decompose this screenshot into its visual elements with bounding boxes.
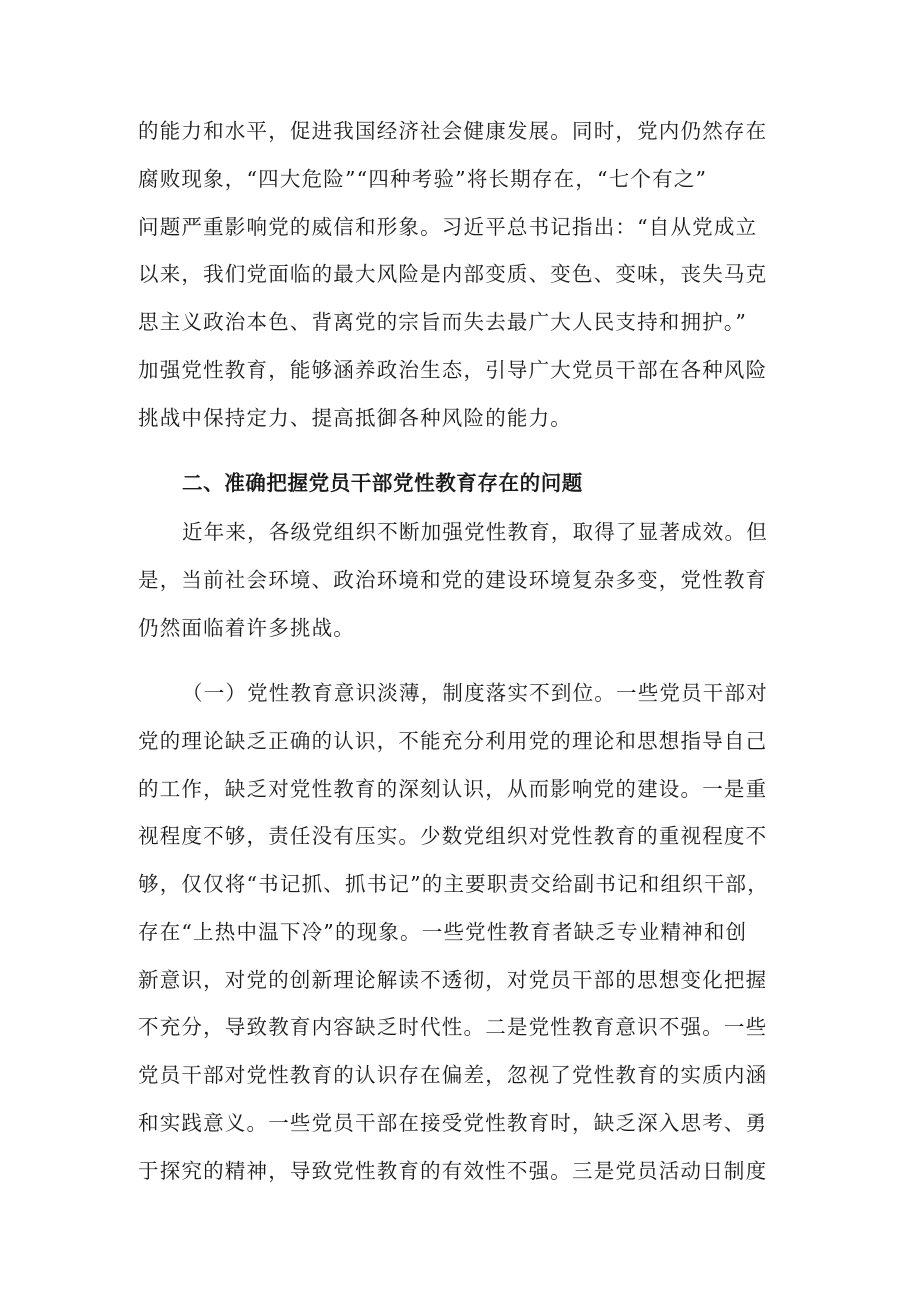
text-line: 是，当前社会环境、政治环境和党的建设环境复杂多变，党性教育	[138, 568, 768, 592]
text-line: 党员干部对党性教育的认识存在偏差，忽视了党性教育的实质内涵	[138, 1063, 768, 1087]
text-line: 以来，我们党面临的最大风险是内部变质、变色、变味，丧失马克	[138, 262, 768, 286]
text-line: 于探究的精神，导致党性教育的有效性不强。三是党员活动日制度	[138, 1159, 768, 1183]
text-line: 视程度不够，责任没有压实。少数党组织对党性教育的重视程度不	[138, 824, 768, 848]
text-line: 党的理论缺乏正确的认识，不能充分利用党的理论和思想指导自己	[138, 729, 768, 753]
text-line: 存在“上热中温下冷”的现象。一些党性教育者缺乏专业精神和创	[138, 920, 748, 944]
text-line: 够，仅仅将“书记抓、抓书记”的主要职责交给副书记和组织干部，	[138, 872, 769, 896]
section-heading: 二、准确把握党员干部党性教育存在的问题	[182, 471, 583, 495]
text-line: 仍然面临着许多挑战。	[138, 616, 355, 640]
text-line: 的工作，缺乏对党性教育的深刻认识，从而影响党的建设。一是重	[138, 777, 768, 801]
text-line: 新意识，对党的创新理论解读不透彻，对党员干部的思想变化把握	[138, 968, 768, 992]
text-line: 不充分，导致教育内容缺乏时代性。二是党性教育意识不强。一些	[138, 1015, 768, 1039]
text-line: 近年来，各级党组织不断加强党性教育，取得了显著成效。但	[182, 520, 768, 544]
text-line: 腐败现象，“四大危险”“四种考验”将长期存在，“七个有之”	[138, 167, 708, 191]
text-line: 的能力和水平，促进我国经济社会健康发展。同时，党内仍然存在	[138, 119, 768, 143]
text-line: 思主义政治本色、背离党的宗旨而失去最广大人民支持和拥护。”	[138, 310, 748, 334]
text-line: 和实践意义。一些党员干部在接受党性教育时，缺乏深入思考、勇	[138, 1111, 768, 1135]
text-line: 挑战中保持定力、提高抵御各种风险的能力。	[138, 406, 572, 430]
text-line: 加强党性教育，能够涵养政治生态，引导广大党员干部在各种风险	[138, 358, 768, 382]
text-line: 问题严重影响党的威信和形象。习近平总书记指出：“自从党成立	[138, 215, 758, 239]
text-line: （一）党性教育意识淡薄，制度落实不到位。一些党员干部对	[182, 681, 768, 705]
